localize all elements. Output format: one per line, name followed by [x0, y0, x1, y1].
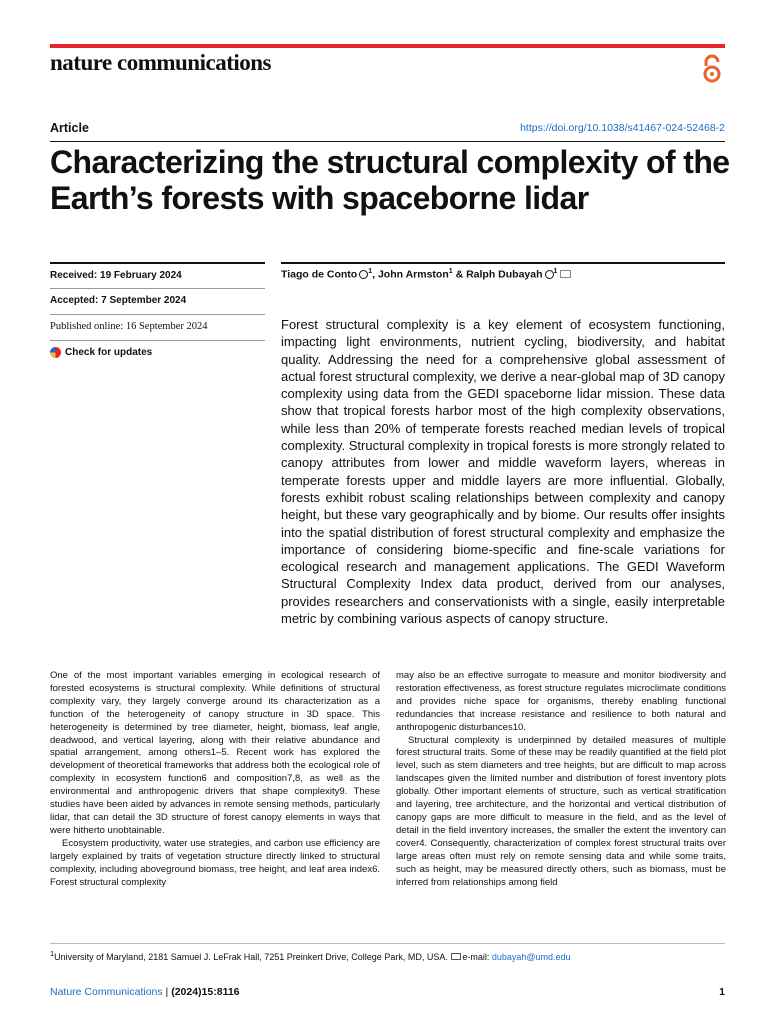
affiliation-text: University of Maryland, 2181 Samuel J. LeFrak Hall, 7251 Preinkert Drive, College Park, MD, USA. [54, 952, 448, 962]
footer-citation: Nature Communications | (2024)15:8116 [50, 986, 240, 998]
footer-journal-link[interactable]: Nature Communications [50, 986, 163, 998]
page-number: 1 [719, 986, 725, 998]
crossmark-icon [50, 347, 61, 358]
article-type: Article [50, 121, 89, 135]
author-name[interactable]: Ralph Dubayah [466, 268, 543, 281]
doi-link[interactable]: https://doi.org/10.1038/s41467-024-52468-2 [520, 122, 725, 134]
body-paragraph: Structural complexity is underpinned by detailed measures of multiple forest structural traits. Some of these may be readily quantified at the field plot level, such as stem diameters and tree heights, but are difficult to map across landscapes given the limited number and distribution of forest inventory plots globally. Other important elements of structure, such as vertical stratification and layering, tree architecture, and the horizontal and vertical distribution of canopy gaps are more difficult to measure in the field, and as the level of detail in the field inventory increases, the smaller the extent the inventory can cover4. Consequently, characterization of complex forest structural traits over large areas often must rely on remote sensing data and while some traits, such as height, may be measured directly others, such as biomass, must be inferred from relationships among field [396, 734, 726, 888]
accepted-date: Accepted: 7 September 2024 [50, 288, 265, 314]
footer-volume: (2024)15:8116 [171, 986, 240, 998]
body-paragraph: may also be an effective surrogate to measure and monitor biodiversity and restoration effectiveness, as forest structure regulates microclimate conditions and provides niche space for organisms, thereby enabling functional redundancies that increase resistance and resilience to both natural and anthropogenic disturbances10. [396, 670, 726, 733]
abstract: Forest structural complexity is a key element of ecosystem functioning, impacting light environments, nutrient cycling, biodiversity, and habitat quality. Addressing the need for a comprehensive global assessment of actual forest structural complexity, we derive a near-global map of 3D canopy complexity using data from the GEDI spaceborne lidar mission. These data show that tropical forests harbor most of the high complexity observations, while less than 20% of temperate forests reached median levels of tropical complexity. Structural complexity in tropical forests is more strongly related to canopy attributes from lower and middle waveform layers, whereas in temperate forests upper and middle layers are more influential. Globally, forests exhibit robust scaling relationships between complexity and canopy height, but these vary geographically and by biome. Our results offer insights into the spatial distribution of forest structural complexity and emphasize the importance of considering biome-specific and fine-scale variations for ecological research and management applications. The GEDI Waveform Structural Complexity Index data product, derived from our analyses, provides researchers and conservationists with a single, easily interpretable metric by combining various aspects of canopy structure. [281, 317, 725, 627]
body-paragraph: Ecosystem productivity, water use strategies, and carbon use efficiency are largely explained by traits of vegetation structure directly linked to structural complexity, including aboveground biomass, tree height, and leaf area index6. Forest structural complexity [50, 837, 380, 888]
affiliation-marker: 1 [448, 268, 453, 275]
article-title: Characterizing the structural complexity of the Earth’s forests with spaceborne lidar [50, 144, 730, 216]
orcid-icon[interactable] [359, 270, 368, 279]
author-name[interactable]: John Armston [377, 268, 449, 281]
email-link[interactable]: dubayah@umd.edu [491, 952, 571, 962]
email-label: e-mail: [462, 952, 492, 962]
journal-name[interactable]: nature communications [50, 50, 271, 75]
body-column-left [50, 670, 380, 889]
authors-divider [281, 262, 725, 264]
email-icon[interactable] [560, 270, 571, 278]
affiliation-marker: 1 [553, 268, 558, 275]
body-column-right [396, 670, 726, 889]
author-list: Tiago de Conto $^1$, John Armston$^1$ & Ralph Dubayah $^1$ [281, 268, 571, 281]
header-accent-bar [50, 44, 725, 48]
open-access-icon [700, 54, 724, 84]
title-divider [50, 141, 725, 142]
affiliation-footnote [50, 949, 571, 962]
received-date: Received: 19 February 2024 [50, 262, 265, 288]
author-name[interactable]: Tiago de Conto [281, 268, 358, 281]
check-for-updates-button[interactable] [50, 347, 265, 358]
affiliation-number: 1 [50, 949, 55, 958]
body-paragraph: One of the most important variables emerging in ecological research of forested ecosystems is structural complexity. While definitions of structural complexity vary, they largely converge around its characterization as a function of the heterogeneity of canopy structure in 3D space. This heterogeneity is determined by tree diameter, height, biomass, leaf angle, deadwood, and vertical layering, along with their relative abundance and spatial arrangement, among others1–5. Recent work has explored the development of theoretical frameworks that address both the ecological role of complexity in ecosystem function6 and composition7,8, as well as the environmental and anthropogenic drivers that shape complexity9. These studies have been aided by advances in remote sensing methods, particularly lidar, that can detail the 3D structure of forest canopy elements in ways that were hitherto unobtainable. [50, 670, 380, 836]
affiliation-marker: 1 [368, 268, 373, 275]
check-updates-row [50, 340, 265, 366]
envelope-icon [451, 953, 461, 960]
orcid-icon[interactable] [545, 270, 554, 279]
article-dates [50, 262, 265, 366]
footnote-divider [50, 943, 725, 944]
published-date: Published online: 16 September 2024 [50, 314, 265, 340]
check-for-updates-label: Check for updates [65, 347, 153, 358]
